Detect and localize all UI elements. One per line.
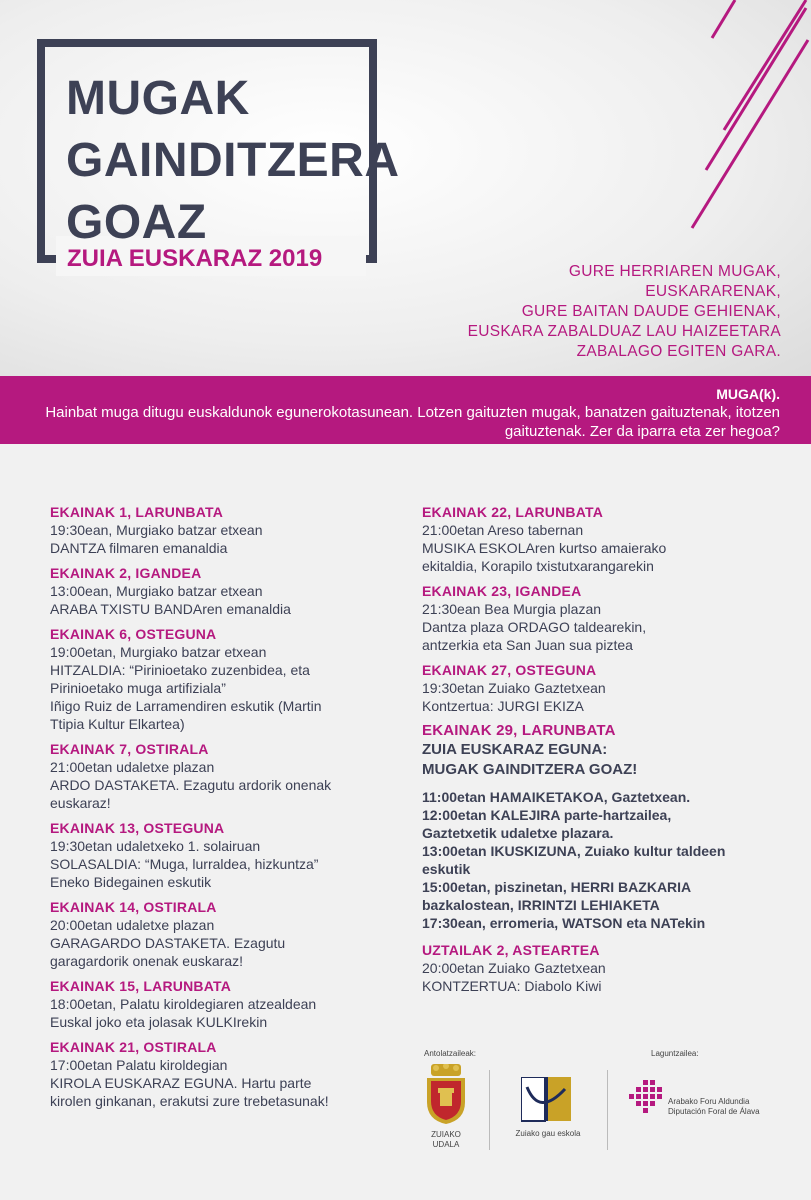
last-event <box>422 941 792 995</box>
main-event-date: EKAINAK 29, LARUNBATA <box>422 722 616 739</box>
title-line-3: GOAZ <box>66 196 207 249</box>
events-right-list <box>422 503 792 715</box>
main-event-heading-line: MUGAK GAINDITZERA GOAZ! <box>422 761 638 778</box>
main-event-line: 12:00etan KALEJIRA parte-hartzailea, <box>422 807 672 823</box>
event-line: Eneko Bidegainen eskutik <box>50 874 212 890</box>
deco-line-4 <box>712 0 735 38</box>
event-line: garagardorik onenak euskaraz! <box>50 953 244 969</box>
event-line: Ttipia Kultur Elkartea) <box>50 716 185 732</box>
page-subtitle: ZUIA EUSKARAZ 2019 <box>67 245 323 272</box>
event-item <box>50 977 410 1031</box>
main-event-line: eskutik <box>422 861 471 877</box>
main-event-line: Gaztetxetik udaletxe plazara. <box>422 825 614 841</box>
logo3-line: Diputación Foral de Álava <box>668 1107 760 1116</box>
last-event-date: UZTAILAK 2, ASTEARTEA <box>422 942 600 958</box>
title-line-2: GAINDITZERA <box>66 134 400 187</box>
event-item <box>50 503 410 557</box>
organizers-label: Antolatzaileak: <box>424 1049 477 1058</box>
event-line: 21:00etan Areso tabernan <box>422 522 584 538</box>
event-line: ARDO DASTAKETA. Ezagutu ardorik onenak <box>50 777 332 793</box>
event-date: EKAINAK 1, LARUNBATA <box>50 504 224 520</box>
title-line-1: MUGAK <box>66 72 250 125</box>
main-event <box>422 722 792 932</box>
event-item <box>422 661 792 715</box>
intro-line: EUSKARARENAK, <box>645 283 781 300</box>
last-event-line: KONTZERTUA: Diabolo Kiwi <box>422 978 602 994</box>
muga-band <box>0 376 811 444</box>
intro-line: GURE BAITAN DAUDE GEHIENAK, <box>521 303 781 320</box>
band-text: Hainbat muga ditugu euskaldunok egunerokotasunean. Lotzen gaituzten mugak, banatzen gaituztenak, itotzen gaituztenak. Zer da iparra eta zer hegoa? <box>45 404 780 440</box>
event-line: Iñigo Ruiz de Larramendiren eskutik (Martin <box>50 698 322 714</box>
zuia-coat-of-arms-icon <box>423 1064 469 1124</box>
gau-eskola-logo-text: Zuiako gau eskola <box>515 1129 581 1138</box>
main-event-line: bazkalostean, IRRINTZI LEHIAKETA <box>422 897 660 913</box>
event-line: 17:00etan Palatu kiroldegian <box>50 1057 228 1073</box>
event-item <box>50 898 410 970</box>
last-event-line: 20:00etan Zuiako Gaztetxean <box>422 960 606 976</box>
deco-line-2 <box>706 8 806 170</box>
event-item <box>50 1038 410 1110</box>
event-line: 19:00etan, Murgiako batzar etxean <box>50 644 267 660</box>
event-line: Dantza plaza ORDAGO taldearekin, <box>422 619 647 635</box>
main-event-lines <box>422 788 792 932</box>
logo1-line: UDALA <box>432 1140 460 1149</box>
event-item <box>422 582 792 654</box>
event-line: DANTZA filmaren emanaldia <box>50 540 228 556</box>
main-event-line: 11:00etan HAMAIKETAKOA, Gaztetxean. <box>422 789 691 805</box>
intro-text <box>468 262 781 362</box>
event-line: MUSIKA ESKOLAren kurtso amaierako <box>422 540 667 556</box>
arabako-foru-aldundia-logo-icon <box>629 1080 665 1116</box>
event-date: EKAINAK 15, LARUNBATA <box>50 978 232 994</box>
logo-divider <box>489 1070 490 1150</box>
event-line: 19:30etan Zuiako Gaztetxean <box>422 680 606 696</box>
arabako-foru-aldundia-logo-text <box>668 1097 798 1117</box>
main-event-heading <box>422 740 792 780</box>
event-line: ARABA TXISTU BANDAren emanaldia <box>50 601 291 617</box>
band-title: MUGA(k). <box>716 386 780 402</box>
event-date: EKAINAK 21, OSTIRALA <box>50 1039 217 1055</box>
event-item <box>50 740 410 812</box>
event-line: 20:00etan udaletxe plazan <box>50 917 215 933</box>
events-left-column <box>50 503 410 1117</box>
zuia-udala-logo-text <box>421 1130 471 1150</box>
main-event-line: 15:00etan, piszinetan, HERRI BAZKARIA <box>422 879 692 895</box>
logo3-line: Arabako Foru Aldundia <box>668 1097 750 1106</box>
event-item <box>422 503 792 575</box>
event-line: 19:30ean, Murgiako batzar etxean <box>50 522 263 538</box>
intro-line: EUSKARA ZABALDUAZ LAU HAIZEETARA <box>467 323 781 340</box>
event-line: Euskal joko eta jolasak KULKIrekin <box>50 1014 268 1030</box>
event-item <box>50 625 410 733</box>
event-line: SOLASALDIA: “Muga, lurraldea, hizkuntza” <box>50 856 319 872</box>
event-line: Pirinioetako muga artifiziala” <box>50 680 226 696</box>
event-date: EKAINAK 14, OSTIRALA <box>50 899 217 915</box>
event-date: EKAINAK 13, OSTEGUNA <box>50 820 225 836</box>
event-line: 19:30etan udaletxeko 1. solairuan <box>50 838 261 854</box>
main-event-heading-line: ZUIA EUSKARAZ EGUNA: <box>422 741 608 758</box>
event-item <box>50 819 410 891</box>
logo-divider <box>607 1070 608 1150</box>
event-line: 21:00etan udaletxe plazan <box>50 759 215 775</box>
logo1-line: ZUIAKO <box>431 1130 461 1139</box>
event-date: EKAINAK 2, IGANDEA <box>50 565 202 581</box>
page-title <box>66 68 399 254</box>
event-line: antzerkia eta San Juan sua piztea <box>422 637 633 653</box>
event-date: EKAINAK 27, OSTEGUNA <box>422 662 597 678</box>
main-event-line: 17:30ean, erromeria, WATSON eta NATekin <box>422 915 706 931</box>
intro-line: ZABALAGO EGITEN GARA. <box>576 343 781 360</box>
event-line: 13:00ean, Murgiako batzar etxean <box>50 583 263 599</box>
intro-line: GURE HERRIAREN MUGAK, <box>568 263 781 280</box>
events-right-column <box>422 503 792 1002</box>
event-line: HITZALDIA: “Pirinioetako zuzenbidea, eta <box>50 662 310 678</box>
supporters-label: Laguntzailea: <box>651 1049 699 1058</box>
event-line: kirolen ginkanan, erakutsi zure trebetasunak! <box>50 1093 329 1109</box>
event-line: KIROLA EUSKARAZ EGUNA. Hartu parte <box>50 1075 312 1091</box>
deco-line-3 <box>692 40 808 228</box>
event-item <box>50 564 410 618</box>
event-line: euskaraz! <box>50 795 111 811</box>
event-line: Kontzertua: JURGI EKIZA <box>422 698 584 714</box>
event-line: ekitaldia, Korapilo txistutxarangarekin <box>422 558 654 574</box>
decorative-lines <box>690 0 811 240</box>
event-date: EKAINAK 7, OSTIRALA <box>50 741 209 757</box>
event-line: GARAGARDO DASTAKETA. Ezagutu <box>50 935 286 951</box>
event-date: EKAINAK 22, LARUNBATA <box>422 504 604 520</box>
gau-eskola-logo-icon <box>521 1077 573 1127</box>
event-date: EKAINAK 23, IGANDEA <box>422 583 582 599</box>
event-line: 18:00etan, Palatu kiroldegiaren atzealdean <box>50 996 317 1012</box>
event-date: EKAINAK 6, OSTEGUNA <box>50 626 217 642</box>
event-line: 21:30ean Bea Murgia plazan <box>422 601 602 617</box>
main-event-line: 13:00etan IKUSKIZUNA, Zuiako kultur taldeen <box>422 843 726 859</box>
